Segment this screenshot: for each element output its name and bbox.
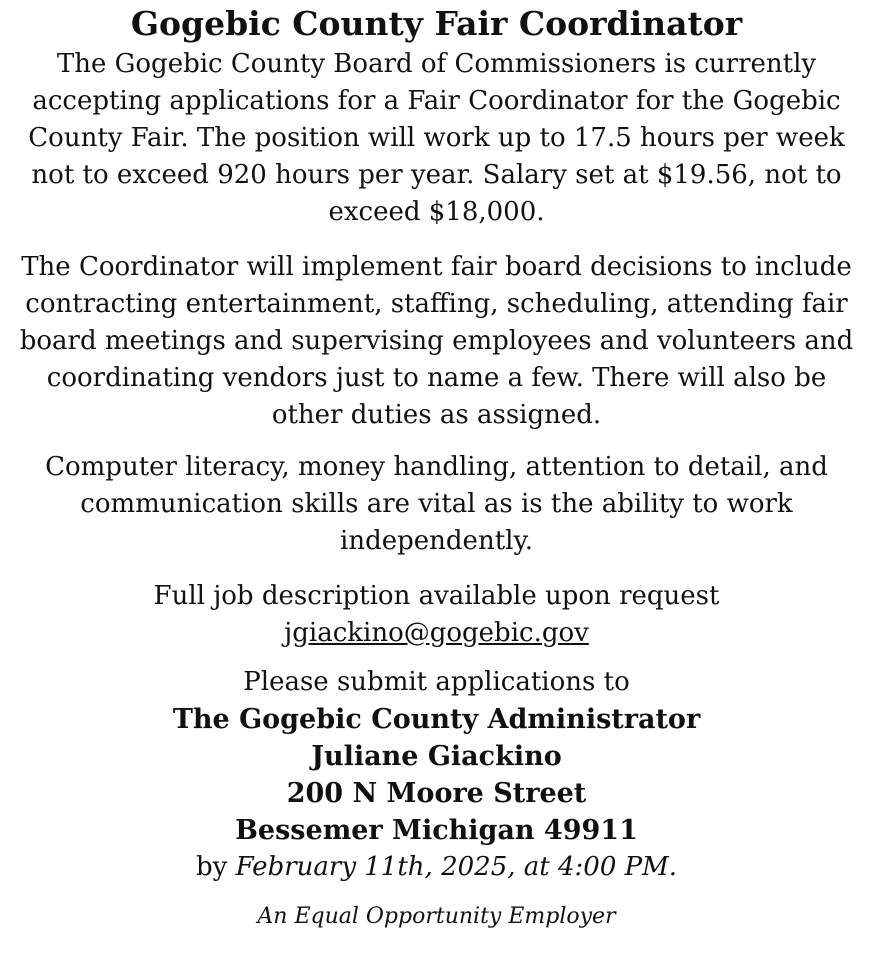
deadline-date: February 11th, 2025, at 4:00 PM.	[235, 852, 678, 882]
deadline-prefix: by	[195, 852, 236, 882]
submission-intro: Please submit applications to	[243, 667, 630, 697]
submission-section	[10, 664, 863, 886]
contact-email-link[interactable]: jgiackino@gogebic.gov	[284, 618, 589, 648]
deadline-line	[10, 849, 863, 886]
duties-paragraph: The Coordinator will implement fair board decisions to include contracting entertainment, staffing, scheduling, attending fair board meetings and supervising employees and volunteers and coordinating vendors just to name a few. There will also be other duties as assigned.	[19, 252, 854, 430]
recipient-name: Juliane Giackino	[311, 741, 562, 772]
page-title: Gogebic County Fair Coordinator	[130, 4, 743, 43]
skills-paragraph: Computer literacy, money handling, attention to detail, and communication skills are vital as is the ability to work independently.	[45, 452, 828, 556]
position-overview-paragraph: The Gogebic County Board of Commissioners is currently accepting applications for a Fair Coordinator for the Gogebic County Fair. The position will work up to 17.5 hours per week not to exceed 920 hours per year. Salary set at $19.56, not to exceed $18,000.	[28, 49, 845, 227]
street-address: 200 N Moore Street	[286, 778, 587, 809]
recipient-title: The Gogebic County Administrator	[172, 704, 701, 735]
job-description-text: Full job description available upon request	[153, 581, 720, 611]
job-description-section	[10, 578, 863, 652]
equal-opportunity-footer: An Equal Opportunity Employer	[257, 904, 616, 929]
city-state-zip: Bessemer Michigan 49911	[235, 815, 638, 846]
